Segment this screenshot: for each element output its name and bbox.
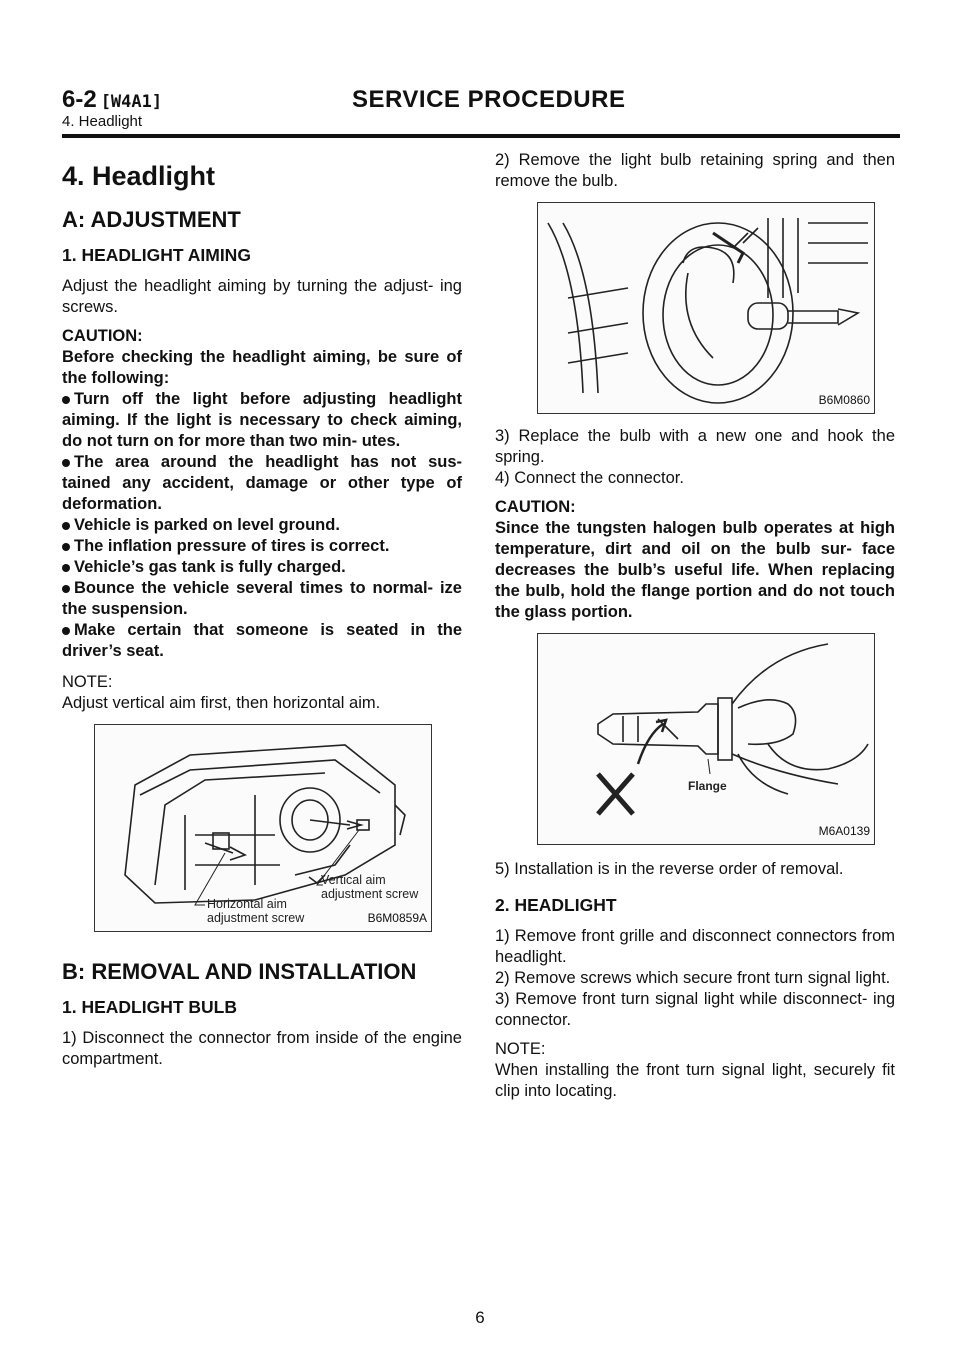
- bullet-icon: [62, 585, 70, 593]
- bullet-icon: [62, 627, 70, 635]
- headlight-step-2: 2) Remove screws which secure front turn signal light.: [495, 969, 891, 987]
- chapter-heading: 4. Headlight: [62, 161, 216, 191]
- figure-bulb-handling: [537, 633, 875, 845]
- section-subcode: [W4A1]: [100, 92, 163, 112]
- left-column: [62, 150, 462, 1078]
- note-label: NOTE:: [62, 673, 113, 691]
- bulb-spring-drawing: [538, 203, 874, 413]
- caution-bullet: Turn off the light before adjusting headlight aiming. If the light is necessary to check aiming, do not turn on for more than two min- utes.: [62, 390, 462, 450]
- bullet-icon: [62, 522, 70, 530]
- page-title: SERVICE PROCEDURE: [352, 86, 626, 113]
- heading-removal-installation: B: REMOVAL AND INSTALLATION: [62, 959, 417, 984]
- headlight-step-1: 1) Remove front grille and disconnect connectors from headlight.: [495, 927, 895, 966]
- note-text: Adjust vertical aim first, then horizontal aim.: [62, 694, 381, 712]
- caution-bullet: The area around the headlight has not sus- tained any accident, damage or other type of deformation.: [62, 453, 462, 513]
- heading-headlight-aiming: 1. HEADLIGHT AIMING: [62, 245, 251, 265]
- figure-code: B6M0859A: [367, 911, 427, 925]
- bullet-icon: [62, 543, 70, 551]
- heading-headlight-bulb: 1. HEADLIGHT BULB: [62, 997, 237, 1017]
- callout-vertical-aim: Vertical aim adjustment screw: [321, 873, 419, 901]
- note-label: NOTE:: [495, 1040, 546, 1058]
- caution-label: CAUTION:: [62, 327, 143, 345]
- caution-bullet: Bounce the vehicle several times to normal- ize the suspension.: [62, 579, 462, 618]
- bulb-step-3: 3) Replace the bulb with a new one and hook the spring.: [495, 427, 895, 466]
- caution-bullet: Vehicle’s gas tank is fully charged.: [62, 557, 462, 578]
- bullet-icon: [62, 396, 70, 404]
- figure-bulb-spring: [537, 202, 875, 414]
- caution-text: Since the tungsten halogen bulb operates at high temperature, dirt and oil on the bulb sur- face decreases the bulb’s useful life. When replacing the bulb, hold the flange portion and do not touch the glass portion.: [495, 519, 895, 621]
- section-name: 4. Headlight: [62, 113, 143, 130]
- figure-code: B6M0860: [818, 393, 870, 407]
- page-number: 6: [475, 1308, 485, 1327]
- aiming-paragraph: Adjust the headlight aiming by turning the adjust- ing screws.: [62, 277, 462, 316]
- heading-headlight: 2. HEADLIGHT: [495, 895, 617, 915]
- callout-flange: Flange: [688, 779, 727, 793]
- section-code: 6-2 [W4A1]: [62, 86, 163, 113]
- heading-adjustment: A: ADJUSTMENT: [62, 207, 241, 232]
- caution-intro: Before checking the headlight aiming, be sure of the following:: [62, 348, 462, 387]
- caution-label: CAUTION:: [495, 498, 576, 516]
- headlight-step-3: 3) Remove front turn signal light while disconnect- ing connector.: [495, 990, 895, 1029]
- bulb-handling-drawing: [538, 634, 874, 844]
- figure-code: M6A0139: [818, 824, 870, 838]
- bulb-step-1: 1) Disconnect the connector from inside of the engine compartment.: [62, 1029, 462, 1068]
- right-column: [495, 150, 895, 1110]
- bulb-step-4: 4) Connect the connector.: [495, 469, 684, 487]
- caution-bullet: The inflation pressure of tires is correct.: [62, 536, 462, 557]
- callout-horizontal-aim: Horizontal aim adjustment screw: [207, 897, 305, 925]
- caution-bullet: Vehicle is parked on level ground.: [62, 515, 462, 536]
- bulb-step-5: 5) Installation is in the reverse order of removal.: [495, 860, 844, 878]
- note-text: When installing the front turn signal light, securely fit clip into locating.: [495, 1061, 895, 1100]
- bullet-icon: [62, 564, 70, 572]
- bulb-step-2: 2) Remove the light bulb retaining spring and then remove the bulb.: [495, 151, 895, 190]
- figure-headlight-aiming: [94, 724, 432, 932]
- header-rule: [62, 134, 900, 138]
- bullet-icon: [62, 459, 70, 467]
- caution-bullet: Make certain that someone is seated in the driver’s seat.: [62, 621, 462, 660]
